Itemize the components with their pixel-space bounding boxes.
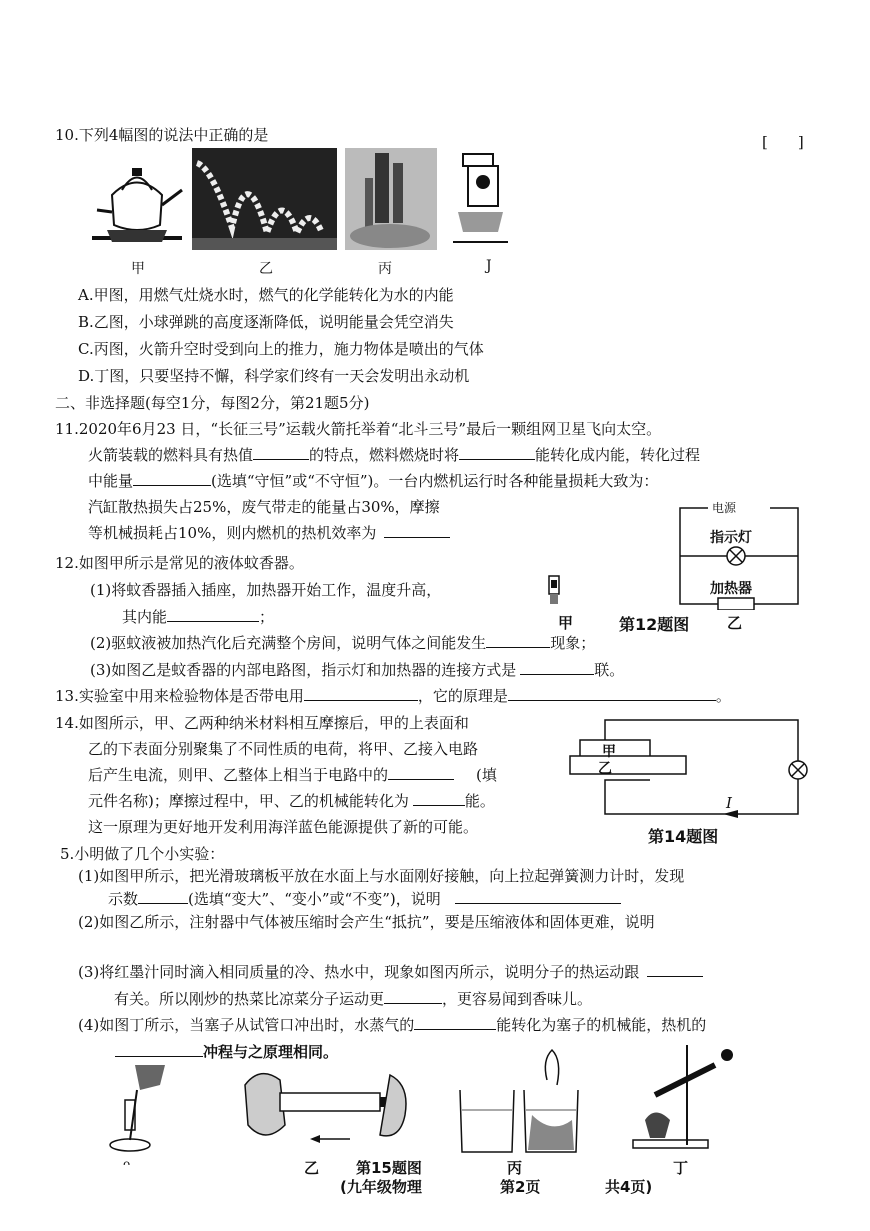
- q14-line1: 14.如图所示，甲、乙两种纳米材料相互摩擦后，甲的上表面和: [55, 714, 469, 732]
- q15-part4-end: 冲程与之原理相同。: [203, 1043, 339, 1061]
- q12-part1-text: 其内能: [122, 608, 168, 626]
- q14-line3-end: (填: [476, 766, 497, 784]
- bouncing-ball-figure: [192, 148, 337, 250]
- q12-part1-line2: [122, 606, 274, 627]
- q15-blank-speed[interactable]: [384, 989, 442, 1004]
- q12-part2-end: 现象；: [550, 634, 596, 652]
- q10-caption-bing: 丙: [378, 261, 392, 277]
- q14-material-jia: 甲: [602, 744, 616, 760]
- q12-heater-label: 加热器: [710, 581, 752, 597]
- q15-caption-yi: 乙: [304, 1159, 320, 1177]
- q14-line4: [88, 790, 495, 811]
- q15-part3-text2: 有关。所以刚炒的热菜比凉菜分子运动更: [114, 990, 385, 1008]
- q10-option-a: A.甲图，用燃气灶烧水时，燃气的化学能转化为水的内能: [78, 286, 454, 304]
- q13-line: [55, 685, 731, 706]
- q12-caption-yi: 乙: [727, 614, 743, 632]
- q12-blank-internal-energy[interactable]: [167, 607, 259, 622]
- q15-part3-line2: [114, 988, 592, 1009]
- section-two-heading: 二、非选择题(每空1分，每图2分，第21题5分): [55, 394, 370, 412]
- q15-part4-line1: [78, 1014, 706, 1035]
- q15-part4-line2: [115, 1041, 338, 1062]
- q11-line2-part1: 火箭装载的燃料具有热值: [88, 446, 254, 464]
- q11-blank-efficiency[interactable]: [384, 523, 450, 538]
- q11-line2-part3: 能转化成内能，转化过程: [535, 446, 701, 464]
- q10-option-d: D.丁图，只要坚持不懈，科学家们终有一天会发明出永动机: [78, 367, 470, 385]
- q12-caption-title: 第12题图: [619, 615, 690, 634]
- q12-lamp-label: 指示灯: [710, 530, 752, 546]
- q13-blank-principle[interactable]: [508, 686, 716, 701]
- q10-caption-jia: 甲: [131, 261, 145, 277]
- q11-line4: 汽缸散热损失占25%，废气带走的能量占30%，摩擦: [88, 498, 440, 516]
- q11-blank-energy-type[interactable]: [459, 445, 535, 460]
- q12-blank-phenomenon[interactable]: [486, 633, 550, 648]
- q15-caption-bing: 丙: [507, 1159, 523, 1177]
- footer-grade: (九年级物理: [340, 1178, 422, 1196]
- footer-total-pages: 共4页): [605, 1178, 653, 1196]
- q15-part2: (2)如图乙所示，注射器中气体被压缩时会产生“抵抗”，要是压缩液体和固体更难，说明: [78, 913, 655, 931]
- q14-line5: 这一原理为更好地开发利用海洋蓝色能源提供了新的可能。: [88, 818, 479, 836]
- q15-part3-line1: [78, 961, 703, 982]
- q12-stem: 12.如图甲所示是常见的液体蚊香器。: [55, 554, 304, 572]
- q12-part3-end: 联。: [594, 661, 625, 679]
- q11-line2: [88, 444, 700, 465]
- q15-blank-explanation[interactable]: [455, 889, 621, 904]
- q10-stem: 10.下列4幅图的说法中正确的是: [55, 126, 269, 144]
- rocket-launch-figure: [345, 148, 437, 250]
- q15-blank-energy-form[interactable]: [414, 1015, 496, 1030]
- q10-answer-bracket: [ ]: [762, 133, 804, 151]
- q11-line5: [88, 522, 450, 543]
- q15-part3-text: (3)将红墨汁同时滴入相同质量的冷、热水中，现象如图丙所示，说明分子的热运动跟: [78, 963, 640, 981]
- q14-line2: 乙的下表面分别聚集了不同性质的电荷，将甲、乙接入电路: [88, 740, 479, 758]
- q15-caption-ding: 丁: [673, 1159, 689, 1177]
- q12-part1-end: ；: [259, 608, 275, 626]
- q15-blank-stroke[interactable]: [115, 1042, 203, 1057]
- q11-blank-conservation[interactable]: [133, 471, 211, 486]
- mosquito-repeller-icon: [547, 574, 561, 606]
- q12-power-label: 电源: [712, 501, 737, 515]
- test-tube-figure: [625, 1040, 745, 1155]
- q11-line3: [88, 470, 658, 491]
- q15-stem: 5.小明做了几个小实验：: [60, 845, 225, 863]
- q14-line3-text: 后产生电流，则甲、乙整体上相当于电路中的: [88, 766, 389, 784]
- q15-part3-end: ，更容易闻到香味儿。: [442, 990, 593, 1008]
- q14-figure-caption: 第14题图: [648, 827, 719, 846]
- q15-part1-mid: (选填“变大”、“变小”或“不变”)，说明: [188, 890, 441, 908]
- q14-line3: [88, 764, 497, 785]
- q10-option-c: C.丙图，火箭升空时受到向上的推力，施力物体是喷出的气体: [78, 340, 484, 358]
- q10-caption-yi: 乙: [259, 261, 273, 277]
- q13-text-c: 。: [715, 687, 731, 705]
- q14-line4-text: 元件名称)；摩擦过程中，甲、乙的机械能转化为: [88, 792, 409, 810]
- q15-part1-line1: (1)如图甲所示，把光滑玻璃板平放在水面上与水面刚好接触，向上拉起弹簧测力计时，发现: [78, 867, 685, 885]
- q12-part3: [90, 659, 624, 680]
- q11-line1: 11.2020年6月23 日，“长征三号”运载火箭托举着“北斗三号”最后一颗组网卫星飞向太空。: [55, 420, 662, 438]
- q11-blank-heat-value[interactable]: [253, 445, 309, 460]
- q15-part1-text: 示数: [108, 890, 139, 908]
- q10-caption-ding: J: [486, 258, 492, 274]
- q12-part1-line1: (1)将蚊香器插入插座，加热器开始工作，温度升高，: [90, 581, 442, 599]
- q15-blank-temperature[interactable]: [647, 962, 703, 977]
- q14-line4-end: 能。: [464, 792, 495, 810]
- glass-plate-figure: [105, 1060, 175, 1160]
- q12-part3-text: (3)如图乙是蚊香器的内部电路图，指示灯和加热器的连接方式是: [90, 661, 517, 679]
- q14-current-label: I: [726, 794, 732, 812]
- footer-page-number: 第2页: [500, 1178, 541, 1196]
- q15-caption-title: 第15题图: [356, 1159, 422, 1177]
- q12-part2: [90, 632, 595, 653]
- q10-option-b: B.乙图，小球弹跳的高度逐渐降低，说明能量会凭空消失: [78, 313, 454, 331]
- q15-part4-text: (4)如图丁所示，当塞子从试管口冲出时，水蒸气的: [78, 1016, 415, 1034]
- q13-text-a: 13.实验室中用来检验物体是否带电用: [55, 687, 304, 705]
- kettle-figure: [82, 150, 192, 250]
- q11-line3-part2: (选填“守恒”或“不守恒”)。一台内燃机运行时各种能量损耗大致为：: [211, 472, 659, 490]
- q11-line3-part1: 中能量: [88, 472, 134, 490]
- q12-blank-connection[interactable]: [520, 660, 594, 675]
- q13-blank-instrument[interactable]: [304, 686, 418, 701]
- q12-part2-text: (2)驱蚊液被加热汽化后充满整个房间，说明气体之间能发生: [90, 634, 487, 652]
- q15-part4-mid: 能转化为塞子的机械能，热机的: [496, 1016, 707, 1034]
- q11-line2-part2: 的特点，燃料燃烧时将: [309, 446, 460, 464]
- q14-material-yi: 乙: [598, 761, 612, 777]
- ink-diffusion-figure: [452, 1040, 592, 1158]
- syringe-figure: [240, 1065, 415, 1147]
- perpetual-motion-figure: [453, 152, 508, 247]
- q14-blank-energy[interactable]: [413, 791, 465, 806]
- q12-caption-jia: 甲: [558, 614, 574, 632]
- q13-text-b: ，它的原理是: [417, 687, 508, 705]
- q15-part1-line2: [108, 888, 621, 909]
- q14-blank-component[interactable]: [388, 765, 454, 780]
- q15-caption-jia: ᴖ: [123, 1157, 131, 1171]
- q11-line5-text: 等机械损耗占10%，则内燃机的热机效率为: [88, 524, 377, 542]
- q15-blank-reading[interactable]: [138, 889, 188, 904]
